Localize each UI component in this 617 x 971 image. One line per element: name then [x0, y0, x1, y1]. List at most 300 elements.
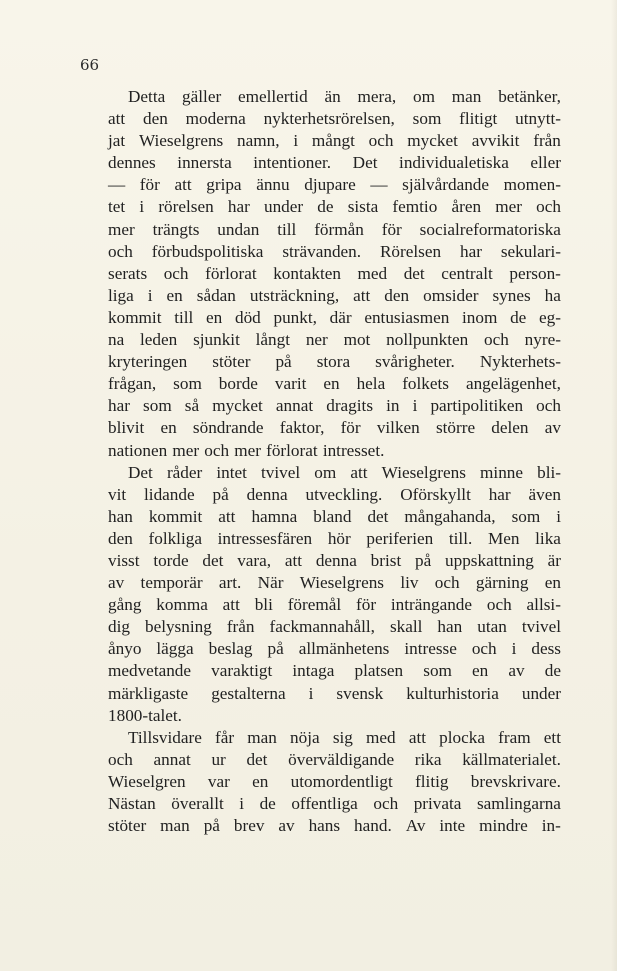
- word: inte: [439, 816, 466, 836]
- word: leden: [140, 330, 178, 350]
- word: Rörelsen: [379, 241, 442, 261]
- word: samlingarna: [476, 794, 561, 813]
- word: mångahanda,: [404, 506, 496, 526]
- word: gärning: [475, 573, 529, 593]
- word: frågan,: [108, 374, 157, 394]
- text-line: [108, 351, 561, 373]
- word: för: [381, 219, 402, 239]
- word: Det: [352, 153, 378, 173]
- word: offentliga: [291, 794, 358, 813]
- word: minne: [480, 462, 524, 482]
- word: en: [544, 573, 561, 593]
- word: den: [143, 109, 168, 129]
- word: det: [246, 749, 268, 769]
- word: folkliga: [148, 528, 202, 548]
- word: strävanden.: [282, 241, 362, 261]
- word: sig: [332, 727, 353, 747]
- word: hela: [356, 374, 386, 394]
- word: han: [108, 506, 133, 526]
- word: åren: [451, 197, 482, 217]
- word: källmaterialet.: [462, 749, 561, 769]
- word: intresse: [404, 639, 457, 659]
- word: visst: [108, 550, 140, 570]
- word: där: [329, 307, 352, 327]
- word: och: [536, 396, 561, 416]
- text-line: [108, 572, 561, 594]
- word: uppskattning: [445, 550, 534, 570]
- text-line: [108, 727, 561, 749]
- word: Nästan: [108, 794, 156, 813]
- word: socialreformatoriska: [419, 219, 561, 239]
- word: temporär: [140, 573, 203, 593]
- word: att: [408, 727, 426, 747]
- word: flitig: [415, 771, 449, 791]
- word: Wieselgrens: [381, 462, 466, 482]
- text-line: [108, 263, 561, 285]
- word: hamna: [251, 506, 298, 526]
- word: än: [324, 87, 341, 106]
- word: När: [257, 573, 284, 593]
- word: är: [547, 550, 561, 570]
- word: intressesfären: [217, 528, 313, 548]
- word: sjunkit: [193, 330, 240, 350]
- word: sekulari-: [500, 241, 561, 261]
- word: tet: [108, 197, 126, 217]
- word: stöter: [108, 816, 147, 836]
- word: föremål: [287, 595, 342, 615]
- word: nollpunkten: [386, 330, 469, 350]
- word: till.: [448, 528, 473, 548]
- text-line: [108, 307, 561, 329]
- word: sådan: [196, 285, 236, 305]
- word: större: [435, 418, 476, 438]
- word: i: [556, 506, 561, 526]
- word: för: [139, 175, 160, 195]
- word: blivit: [108, 418, 145, 438]
- word: man: [247, 727, 277, 747]
- word: na: [108, 330, 125, 350]
- word: privata: [413, 794, 462, 813]
- word: och: [368, 131, 394, 151]
- text-line: [108, 241, 561, 263]
- word: i: [147, 285, 153, 305]
- word: dragits: [326, 396, 374, 416]
- word: han: [437, 617, 463, 637]
- word: med: [366, 727, 396, 747]
- word: nykterhetsrörelsen,: [263, 109, 395, 129]
- word: belysning: [144, 617, 212, 637]
- text-line: [108, 616, 561, 638]
- word: bli-: [537, 462, 561, 482]
- word: rika: [414, 749, 442, 769]
- text-line: [108, 219, 561, 241]
- word: har: [488, 484, 511, 504]
- word: utveckling.: [305, 484, 383, 504]
- word: eller: [530, 153, 561, 173]
- word: och: [536, 197, 561, 217]
- word: Nykterhets-: [479, 352, 561, 372]
- word: centralt: [441, 263, 493, 283]
- word: på: [267, 639, 284, 659]
- text-line: [108, 550, 561, 572]
- word: kommit: [148, 506, 203, 526]
- word: kulturhistoria: [406, 683, 499, 703]
- word: ha: [544, 285, 561, 305]
- word: överväldigande: [288, 749, 395, 769]
- word: en: [472, 661, 489, 681]
- word: förlorat: [205, 263, 257, 283]
- word: in: [386, 396, 400, 416]
- word: under: [521, 683, 561, 703]
- word: gestalterna: [211, 683, 286, 703]
- word: överallt: [171, 794, 224, 813]
- text-line: [108, 86, 561, 108]
- text-line: [108, 660, 561, 682]
- word: som: [511, 506, 541, 526]
- word: femtio: [392, 197, 438, 217]
- word: fram: [498, 727, 531, 747]
- word: gång: [108, 595, 142, 615]
- word: lidande: [144, 484, 195, 504]
- word: eg-: [539, 307, 561, 327]
- word: och: [486, 595, 512, 615]
- paragraph-1: [108, 86, 561, 462]
- word: lika: [535, 528, 561, 548]
- word: intet: [216, 462, 247, 482]
- text-line: [108, 108, 561, 130]
- word: —: [370, 175, 388, 195]
- word: dess: [531, 639, 561, 659]
- word: att: [222, 595, 240, 615]
- word: brist: [370, 550, 402, 570]
- word: tvivel: [261, 462, 301, 482]
- text-line: [108, 152, 561, 174]
- word: en: [206, 307, 223, 327]
- word: medvetande: [108, 661, 192, 681]
- word: ett: [543, 727, 561, 747]
- word: och: [204, 440, 230, 460]
- word: under: [263, 197, 304, 217]
- word: de: [259, 794, 276, 813]
- word: intaga: [292, 661, 335, 681]
- word: har: [108, 396, 130, 416]
- word: och: [163, 263, 189, 283]
- word: sista: [347, 197, 379, 217]
- word: som: [143, 396, 172, 416]
- word: så: [184, 396, 200, 416]
- text-line: [108, 285, 561, 307]
- word: serats: [108, 263, 148, 283]
- text-line: [108, 484, 561, 506]
- word: för: [356, 595, 377, 615]
- word: nationen: [108, 440, 168, 460]
- word: mer: [495, 197, 522, 217]
- word: moderna: [185, 109, 246, 129]
- word: tvivel: [521, 617, 561, 637]
- text-line: [108, 749, 561, 771]
- word: svårigheter.: [375, 352, 455, 372]
- word: nöja: [290, 727, 320, 747]
- word: i: [308, 683, 314, 703]
- word: i: [511, 639, 517, 659]
- word: kryteringen: [108, 352, 188, 372]
- word: de: [544, 661, 561, 681]
- word: omsider: [423, 285, 479, 305]
- text-line: [108, 462, 561, 484]
- word: entusiasmen: [364, 307, 450, 327]
- word: hör: [327, 528, 351, 548]
- word: om: [413, 87, 435, 106]
- word: det: [367, 506, 389, 526]
- word: kommit: [108, 307, 162, 327]
- word: och: [108, 241, 133, 261]
- word: skall: [389, 617, 423, 637]
- word: angelägenhet,: [465, 374, 561, 394]
- word: en: [160, 418, 177, 438]
- word: person-: [509, 263, 561, 283]
- word: Det: [128, 462, 153, 482]
- word: långt: [255, 330, 291, 350]
- word: även: [528, 484, 561, 504]
- word: jat: [108, 131, 126, 151]
- word: bland: [313, 506, 352, 526]
- word: periferien: [366, 528, 434, 548]
- word: undan: [217, 219, 260, 239]
- text-line: [108, 528, 561, 550]
- word: ner: [305, 330, 328, 350]
- text-line: [108, 771, 561, 793]
- word: bli: [254, 595, 273, 615]
- word: in-: [541, 816, 561, 836]
- word: fackmannahåll,: [269, 617, 375, 637]
- word: komma: [156, 595, 208, 615]
- word: och: [434, 573, 460, 593]
- word: att: [174, 175, 192, 195]
- word: momen-: [503, 175, 561, 195]
- word: märkligaste: [108, 683, 189, 703]
- word: att: [350, 462, 368, 482]
- word: trängts: [152, 219, 200, 239]
- word: allsi-: [526, 595, 561, 615]
- word: dennes: [108, 153, 156, 173]
- body-text: [108, 86, 561, 837]
- word: folkets: [402, 374, 449, 394]
- word: brevskrivare.: [470, 771, 561, 791]
- word: söndrande: [192, 418, 264, 438]
- word: mycket: [407, 131, 458, 151]
- word: och: [108, 749, 133, 769]
- word: har: [459, 241, 482, 261]
- word: beslag: [208, 639, 253, 659]
- word: ännu: [256, 175, 290, 195]
- text-line: [108, 594, 561, 616]
- word: art.: [218, 573, 242, 593]
- word: man: [451, 87, 482, 106]
- word: gäller: [182, 87, 222, 106]
- word: 1800-talet.: [108, 705, 182, 725]
- word: av: [544, 418, 561, 438]
- word: mot: [343, 330, 371, 350]
- word: mycket: [212, 396, 263, 416]
- word: att: [218, 506, 236, 526]
- word: från: [533, 131, 561, 151]
- word: dig: [108, 617, 130, 637]
- word: annat: [153, 749, 191, 769]
- word: av: [278, 816, 295, 836]
- word: intresset.: [322, 440, 385, 460]
- word: utnytt-: [515, 109, 561, 129]
- word: ånyo: [108, 639, 142, 659]
- word: brev: [233, 816, 265, 836]
- word: synes: [492, 285, 531, 305]
- word: av: [108, 573, 125, 593]
- word: mångt: [311, 131, 355, 151]
- word: namn,: [237, 131, 280, 151]
- word: med: [357, 263, 388, 283]
- word: flitigt: [459, 109, 498, 129]
- page-edge-shadow: [611, 0, 617, 971]
- word: Oförskyllt: [400, 484, 471, 504]
- text-line: [108, 329, 561, 351]
- word: liv: [400, 573, 419, 593]
- word: som: [412, 109, 442, 129]
- word: en: [323, 374, 340, 394]
- word: den: [108, 528, 133, 548]
- word: råder: [166, 462, 203, 482]
- word: utomordentligt: [290, 771, 393, 791]
- word: stöter: [212, 352, 251, 372]
- word: Men: [487, 528, 520, 548]
- word: för: [340, 418, 361, 438]
- text-line: [108, 417, 561, 439]
- word: emellertid: [238, 87, 308, 106]
- word: mer: [234, 440, 261, 460]
- word: punkt,: [273, 307, 317, 327]
- word: på: [415, 550, 432, 570]
- word: individualetiska: [399, 153, 509, 173]
- word: och: [373, 794, 399, 813]
- text-line: [108, 196, 561, 218]
- word: stora: [316, 352, 351, 372]
- text-line: [108, 395, 561, 417]
- word: man: [160, 816, 190, 836]
- word: på: [212, 484, 229, 504]
- text-line: [108, 705, 561, 727]
- word: det: [202, 550, 224, 570]
- word: djupare: [304, 175, 356, 195]
- word: har: [227, 197, 250, 217]
- text-line: [108, 638, 561, 660]
- word: hand.: [354, 816, 392, 836]
- word: mindre: [479, 816, 528, 836]
- word: Wieselgrens: [138, 131, 224, 151]
- word: det: [403, 263, 425, 283]
- word: liga: [108, 285, 134, 305]
- word: Detta: [128, 87, 166, 106]
- word: en: [252, 771, 269, 791]
- word: om: [314, 462, 337, 482]
- word: platsen: [354, 661, 404, 681]
- word: denna: [246, 484, 288, 504]
- word: inom: [462, 307, 498, 327]
- word: Av: [405, 816, 426, 836]
- word: utsträckning,: [249, 285, 340, 305]
- word: den: [384, 285, 410, 305]
- text-line: [108, 683, 561, 705]
- word: av: [508, 661, 525, 681]
- word: från: [226, 617, 255, 637]
- word: nyre-: [524, 330, 561, 350]
- text-line: [108, 174, 561, 196]
- word: att: [353, 285, 371, 305]
- word: de: [510, 307, 527, 327]
- word: plocka: [439, 727, 485, 747]
- word: allmänhetens: [298, 639, 390, 659]
- word: på: [275, 352, 292, 372]
- text-line: [108, 793, 561, 815]
- word: avvikit: [471, 131, 520, 151]
- text-line: [108, 506, 561, 528]
- word: Tillsvidare: [128, 727, 202, 747]
- word: i: [412, 396, 418, 416]
- word: att: [284, 550, 303, 570]
- word: varaktigt: [211, 661, 273, 681]
- page-number: 66: [80, 56, 100, 74]
- word: borde: [218, 374, 258, 394]
- word: de: [317, 197, 334, 217]
- word: partipolitiken: [430, 396, 524, 416]
- word: inträngande: [390, 595, 473, 615]
- word: rörelsen: [158, 197, 214, 217]
- word: på: [203, 816, 220, 836]
- word: i: [139, 197, 145, 217]
- word: förmån: [314, 219, 364, 239]
- word: att: [108, 109, 126, 129]
- word: kontakten: [273, 263, 341, 283]
- word: en: [166, 285, 183, 305]
- word: delen: [491, 418, 529, 438]
- word: annat: [275, 396, 314, 416]
- word: i: [293, 131, 299, 151]
- word: självårdande: [402, 175, 490, 195]
- word: intentioner.: [253, 153, 332, 173]
- word: svensk: [336, 683, 384, 703]
- word: vit: [108, 484, 127, 504]
- word: förbudspolitiska: [151, 241, 264, 261]
- word: till: [174, 307, 194, 327]
- text-line: [108, 373, 561, 395]
- word: torde: [153, 550, 189, 570]
- word: —: [108, 175, 126, 195]
- word: betänker,: [498, 87, 561, 106]
- word: i: [239, 794, 245, 813]
- word: mer: [108, 219, 135, 239]
- word: och: [471, 639, 497, 659]
- word: faktor,: [279, 418, 325, 438]
- word: Wieselgren: [108, 771, 186, 791]
- word: lägga: [156, 639, 194, 659]
- word: vilken: [376, 418, 420, 438]
- word: vara,: [237, 550, 272, 570]
- text-line: [108, 440, 561, 462]
- word: död: [234, 307, 261, 327]
- word: innersta: [177, 153, 232, 173]
- word: mer: [172, 440, 200, 460]
- word: gripa: [206, 175, 242, 195]
- paragraph-3: [108, 727, 561, 837]
- word: hans: [308, 816, 341, 836]
- word: utan: [477, 617, 507, 637]
